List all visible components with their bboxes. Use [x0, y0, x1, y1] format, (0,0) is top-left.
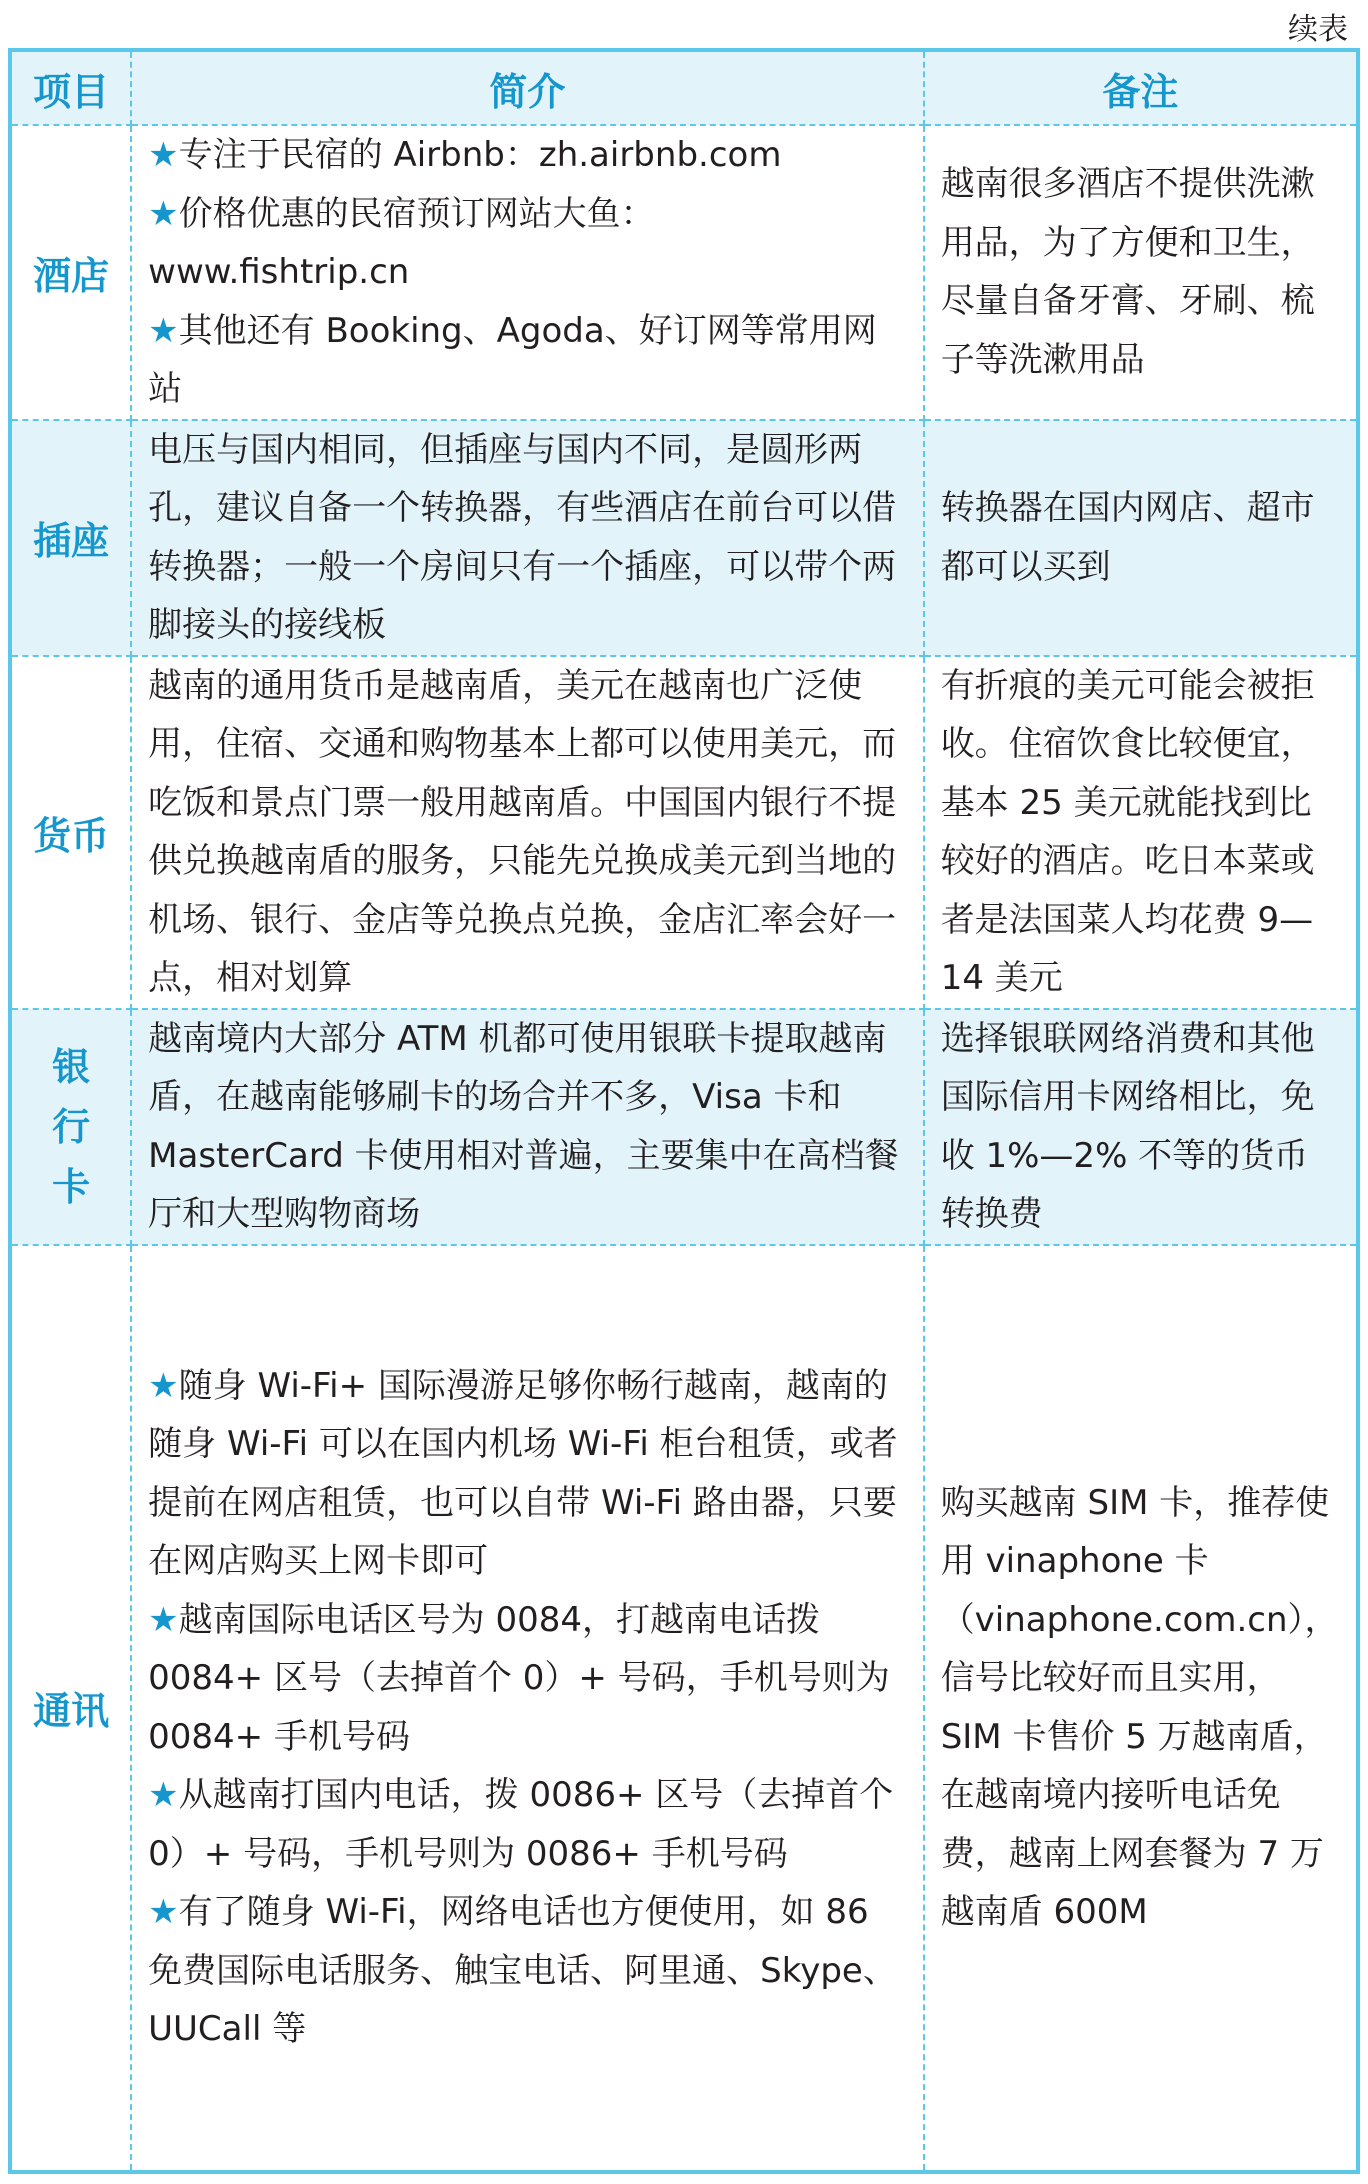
row-label-communication: 通讯 [12, 1245, 131, 2171]
info-table [12, 52, 1356, 2170]
row-note-communication: 购买越南 SIM 卡，推荐使用 vinaphone 卡（vinaphone.com.cn），信号比较好而且实用，SIM 卡售价 5 万越南盾，在越南境内接听电话免费，越南上网套餐为 7 万越南盾 600M [924, 1245, 1356, 2171]
row-label-currency: 货币 [12, 656, 131, 1009]
star-bullet-icon: ★ [148, 310, 179, 351]
table-row-socket [12, 420, 1356, 656]
info-table-frame [8, 48, 1360, 2174]
header-item: 项目 [12, 52, 131, 125]
star-bullet-icon: ★ [148, 1892, 179, 1933]
row-note-socket: 转换器在国内网店、超市都可以买到 [924, 420, 1356, 656]
header-note: 备注 [924, 52, 1356, 125]
row-label-hotel: 酒店 [12, 125, 131, 420]
row-label-socket: 插座 [12, 420, 131, 656]
table-row-communication [12, 1245, 1356, 2171]
row-note-hotel: 越南很多酒店不提供洗漱用品，为了方便和卫生，尽量自备牙膏、牙刷、梳子等洗漱用品 [924, 125, 1356, 420]
row-note-currency: 有折痕的美元可能会被拒收。住宿饮食比较便宜，基本 25 美元就能找到比较好的酒店。吃日本菜或者是法国菜人均花费 9—14 美元 [924, 656, 1356, 1009]
star-bullet-icon: ★ [148, 1775, 179, 1816]
star-bullet-icon: ★ [148, 193, 179, 234]
row-intro-communication: ★随身 Wi-Fi+ 国际漫游足够你畅行越南，越南的随身 Wi-Fi 可以在国内机场 Wi-Fi 柜台租赁，或者提前在网店租赁，也可以自带 Wi-Fi 路由器，只要在网店购买上网卡即可 ★越南国际电话区号为 0084，打越南电话拨 0084+ 区号（去掉首个 0）+ 号码，手机号则为 0084+ 手机号码 ★从越南打国内电话，拨 0086+ 区号（去掉首个 0）+ 号码，手机号则为 0086+ 手机号码 ★有了随身 Wi-Fi，网络电话也方便使用，如 86 免费国际电话服务、触宝电话、阿里通、Skype、UUCall 等 [131, 1245, 924, 2171]
row-intro-currency: 越南的通用货币是越南盾，美元在越南也广泛使用，住宿、交通和购物基本上都可以使用美元，而吃饭和景点门票一般用越南盾。中国国内银行不提供兑换越南盾的服务，只能先兑换成美元到当地的机场、银行、金店等兑换点兑换，金店汇率会好一点，相对划算 [131, 656, 924, 1009]
star-bullet-icon: ★ [148, 135, 179, 175]
table-row-hotel [12, 125, 1356, 420]
table-row-currency [12, 656, 1356, 1009]
star-bullet-icon: ★ [148, 1365, 179, 1406]
table-header-row [12, 52, 1356, 125]
row-intro-bank-card: 越南境内大部分 ATM 机都可使用银联卡提取越南盾，在越南能够刷卡的场合并不多，Visa 卡和 MasterCard 卡使用相对普遍，主要集中在高档餐厅和大型购物商场 [131, 1009, 924, 1245]
star-bullet-icon: ★ [148, 1599, 179, 1640]
continued-label: 续表 [1288, 12, 1348, 47]
table-row-bank-card [12, 1009, 1356, 1245]
row-note-bank-card: 选择银联网络消费和其他国际信用卡网络相比，免收 1%—2% 不等的货币转换费 [924, 1009, 1356, 1245]
row-intro-socket: 电压与国内相同，但插座与国内不同，是圆形两孔，建议自备一个转换器，有些酒店在前台可以借转换器；一般一个房间只有一个插座，可以带个两脚接头的接线板 [131, 420, 924, 656]
header-intro: 简介 [131, 52, 924, 125]
row-intro-hotel: ★专注于民宿的 Airbnb：zh.airbnb.com ★价格优惠的民宿预订网站大鱼：www.fishtrip.cn ★其他还有 Booking、Agoda、好订网等常用网站 [131, 125, 924, 420]
row-label-bank-card: 银 行 卡 [12, 1009, 131, 1245]
